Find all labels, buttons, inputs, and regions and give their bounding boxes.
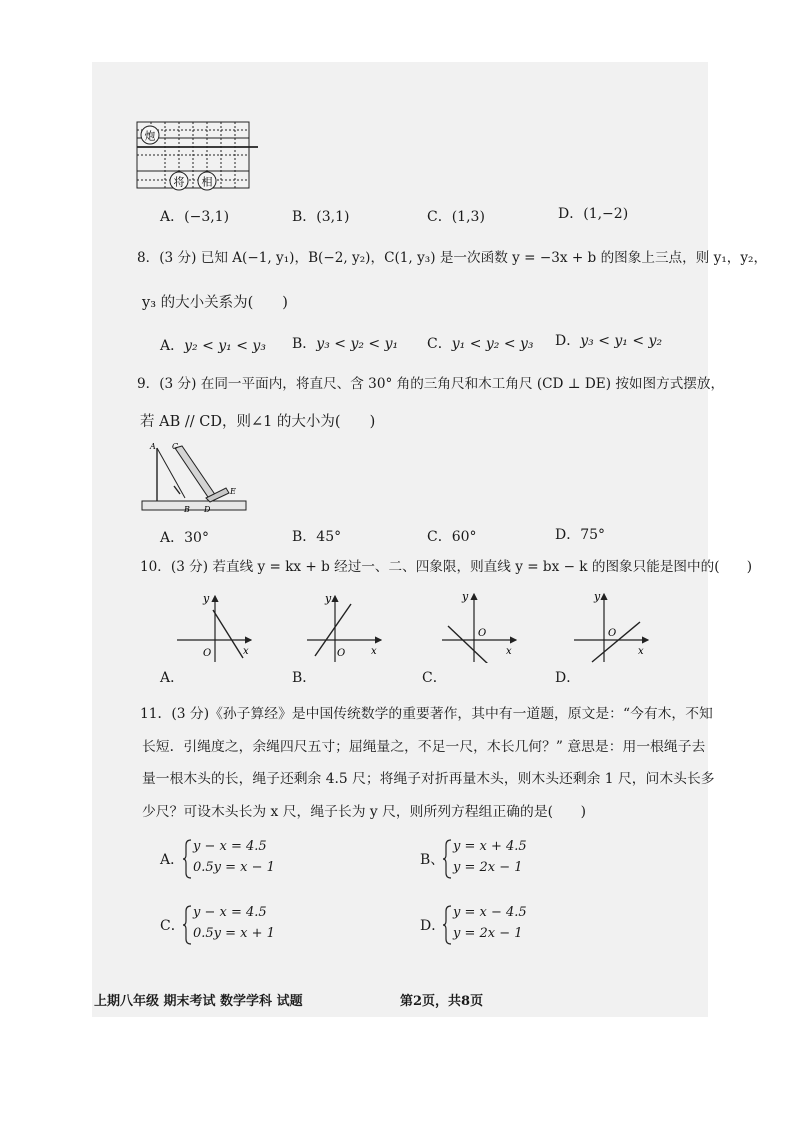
label-d: D [204,505,211,514]
q7-option-d[interactable] [558,203,628,223]
q10-option-a[interactable]: A． [160,670,185,686]
q8-option-d-value: y₃ < y₁ < y₂ [580,333,663,349]
q8-option-c-value: y₁ < y₂ < y₃ [451,336,534,352]
q9-option-a-value: 30° [184,530,209,546]
label-b: B [184,505,190,514]
q10-graph-a[interactable] [175,590,255,665]
q9-option-b-value: 45° [316,529,342,545]
q9-option-c-label: C． [427,529,452,545]
q10-option-d[interactable]: D． [555,670,581,686]
graph-c-x-label: x [506,646,512,657]
q8-option-a[interactable] [160,335,266,355]
q8-option-b-label: B． [292,336,317,352]
q7-option-a-label: A． [160,209,185,225]
q7-option-c[interactable] [427,206,485,226]
q10-option-b[interactable]: B． [292,670,317,686]
q11-option-d[interactable] [420,903,540,947]
q11-option-c-eq2: 0.5y = x + 1 [193,926,275,941]
q11-option-c[interactable] [160,903,280,947]
graph-a-line [213,610,243,658]
q7-option-a-value: (−3,1) [184,209,230,225]
q11-option-d-eq2: y = 2x − 1 [453,926,523,941]
graph-d-y-label: y [594,590,601,603]
graph-b-origin: O [337,648,346,659]
q7-option-d-value: (1,−2) [583,206,629,222]
jiang-label: 将 [173,175,185,189]
graph-d-x-label: x [638,646,644,657]
q11-stem-line3: 量一根木头的长，绳子还剩余 4.5 尺；将绳子对折再量木头，则木头还剩余 1 尺，问木头长多 [142,771,715,787]
q9-stem-line2: 若 AB // CD，则∠1 的大小为( ) [140,414,376,430]
q11-option-b[interactable] [420,837,540,881]
q9-option-d[interactable] [555,524,605,544]
q9-figure [140,438,250,518]
q10-graph-c[interactable] [440,588,520,663]
label-a: A [150,442,156,451]
graph-d-origin: O [608,628,617,639]
graph-c-y-label: y [462,590,469,603]
q11-stem-line4: 少尺？可设木头长为 x 尺，绳子长为 y 尺，则所列方程组正确的是( ) [142,804,586,820]
q11-option-a-eq2: 0.5y = x − 1 [193,860,275,875]
ruler [142,501,246,510]
q10-stem: 10．(3 分) 若直线 y = kx + b 经过一、二、四象限，则直线 y = bx − k 的图象只能是图中的( ) [140,559,753,575]
q11-stem-line1: 11．(3 分)《孙子算经》是中国传统数学的重要著作，其中有一道题，原文是：“今有木，不知 [140,706,713,722]
q11-option-a-label: A． [160,852,185,868]
q7-option-b-label: B． [292,209,317,225]
graph-c-origin: O [478,628,487,639]
xiang-label: 相 [201,175,213,189]
q8-option-b-value: y₃ < y₂ < y₁ [316,336,399,352]
q8-option-b[interactable] [292,333,398,353]
q9-option-d-value: 75° [580,527,606,543]
footer-title: 上期八年级 期末考试 数学学科 试题 [94,994,303,1009]
q11-option-b-label: B、 [420,852,445,868]
brace-icon [182,905,192,945]
q8-stem-line1: 8．(3 分) 已知 A(−1, y₁)，B(−2, y₂)，C(1, y₃) 是一次函数 y = −3x + b 的图象上三点，则 y₁，y₂， [137,250,768,266]
q7-option-b-value: (3,1) [316,209,350,225]
q8-option-c[interactable] [427,333,534,353]
q8-option-d[interactable] [555,330,662,350]
brace-icon [442,905,452,945]
graph-b-y-label: y [325,592,332,605]
q8-option-a-label: A． [160,338,185,354]
q9-option-b[interactable] [292,526,341,546]
q10-option-c[interactable]: C． [422,670,447,686]
graph-b-x-label: x [371,646,377,657]
chessboard-figure [130,118,260,194]
q11-option-d-label: D． [420,918,446,934]
q11-option-b-eq1: y = x + 4.5 [453,839,527,854]
q7-option-d-label: D． [558,206,584,222]
q9-stem-line1: 9．(3 分) 在同一平面内，将直尺、含 30° 角的三角尺和木工角尺 (CD ⊥ DE) 按如图方式摆放， [137,376,725,392]
q9-option-a-label: A． [160,530,185,546]
q7-option-a[interactable] [160,206,229,226]
q8-option-c-label: C． [427,336,452,352]
q9-option-a[interactable] [160,527,209,547]
q8-stem-line2: y₃ 的大小关系为( ) [142,295,288,311]
brace-icon [442,839,452,879]
q9-option-d-label: D． [555,527,581,543]
q11-option-d-eq1: y = x − 4.5 [453,905,527,920]
q9-option-b-label: B． [292,529,317,545]
q11-option-c-label: C． [160,918,185,934]
page-number: 第2页，共8页 [400,994,484,1009]
graph-a-x-label: x [243,646,249,657]
brace-icon [182,839,192,879]
graph-b-line [315,604,351,656]
label-c: C [172,442,179,451]
q7-option-c-value: (1,3) [451,209,485,225]
q7-option-b[interactable] [292,206,350,226]
q11-option-a-eq1: y − x = 4.5 [193,839,267,854]
q10-graph-b[interactable] [305,590,385,665]
q11-stem-line2: 长短．引绳度之，余绳四尺五寸；屈绳量之，不足一尺，木长几何？” 意思是：用一根绳子去 [142,739,706,755]
q8-option-a-value: y₂ < y₁ < y₃ [184,338,266,354]
graph-a-origin: O [203,648,212,659]
label-e: E [230,487,236,496]
q11-option-c-eq1: y − x = 4.5 [193,905,267,920]
q9-option-c[interactable] [427,526,477,546]
q8-option-d-label: D． [555,333,581,349]
pao-label: 炮 [144,129,156,143]
q10-graph-d[interactable] [572,588,652,663]
q11-option-a[interactable] [160,837,280,881]
q7-option-c-label: C． [427,209,452,225]
q9-option-c-value: 60° [451,529,477,545]
q11-option-b-eq2: y = 2x − 1 [453,860,523,875]
graph-a-y-label: y [203,592,210,605]
